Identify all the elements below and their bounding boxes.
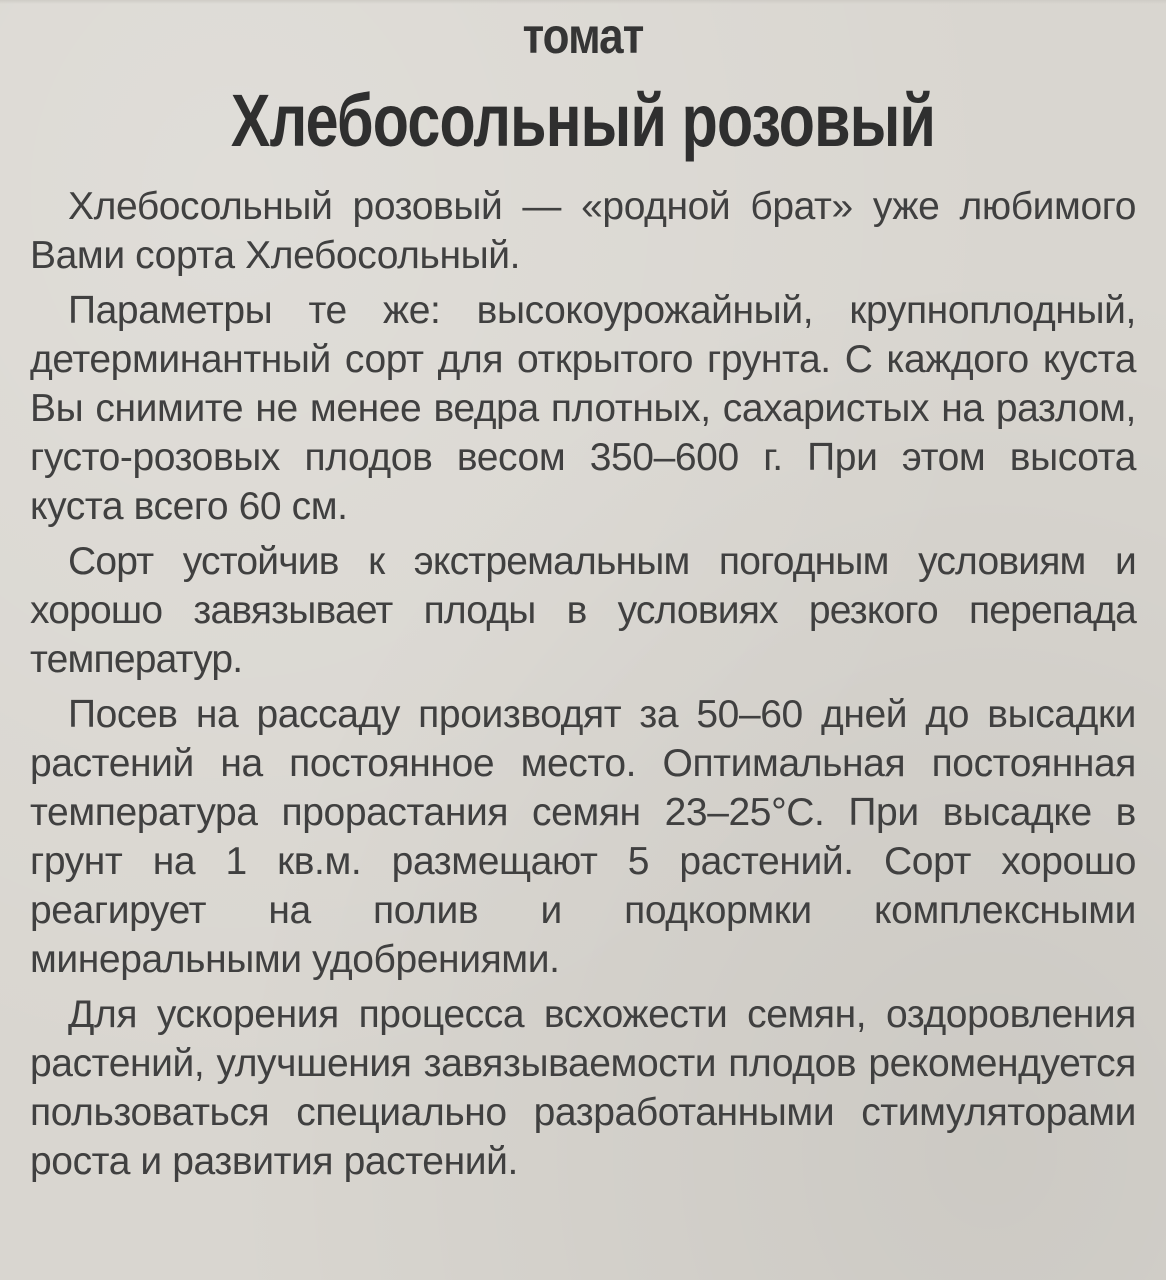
description-paragraph-stimulators: Для ускорения процесса всхожести семян, оздоровления растений, улучшения завязываемости плодов рекомендуется пользоваться специально разработанными стимуляторами роста и развития растений.	[30, 993, 1136, 1183]
description-paragraph-parameters: Параметры те же: высокоурожайный, крупноплодный, детерминантный сорт для открытого грунта. С каждого куста Вы снимите не менее ведра плотных, сахаристых на разлом, густо-розовых плодов весом 350–600 г. При этом высота куста всего 60 см.	[30, 289, 1136, 528]
crop-type-label: томат	[522, 8, 644, 64]
top-edge-divider	[0, 0, 1166, 4]
description-paragraph-resistance: Сорт устойчив к экстремальным погодным условиям и хорошо завязывает плоды в условиях резкого перепада температур.	[30, 540, 1136, 681]
variety-title: Хлебосольный розовый	[230, 79, 936, 162]
description-paragraph-sowing: Посев на рассаду производят за 50–60 дней до высадки растений на постоянное место. Оптимальная постоянная температура прорастания семян 23–25°С. При высадке в грунт на 1 кв.м. размещают 5 растений. Сорт хорошо реагирует на полив и подкормки комплексными минеральными удобрениями.	[30, 693, 1136, 981]
description-body	[30, 182, 1136, 1186]
description-paragraph-intro: Хлебосольный розовый — «родной брат» уже любимого Вами сорта Хлебосольный.	[30, 185, 1136, 277]
